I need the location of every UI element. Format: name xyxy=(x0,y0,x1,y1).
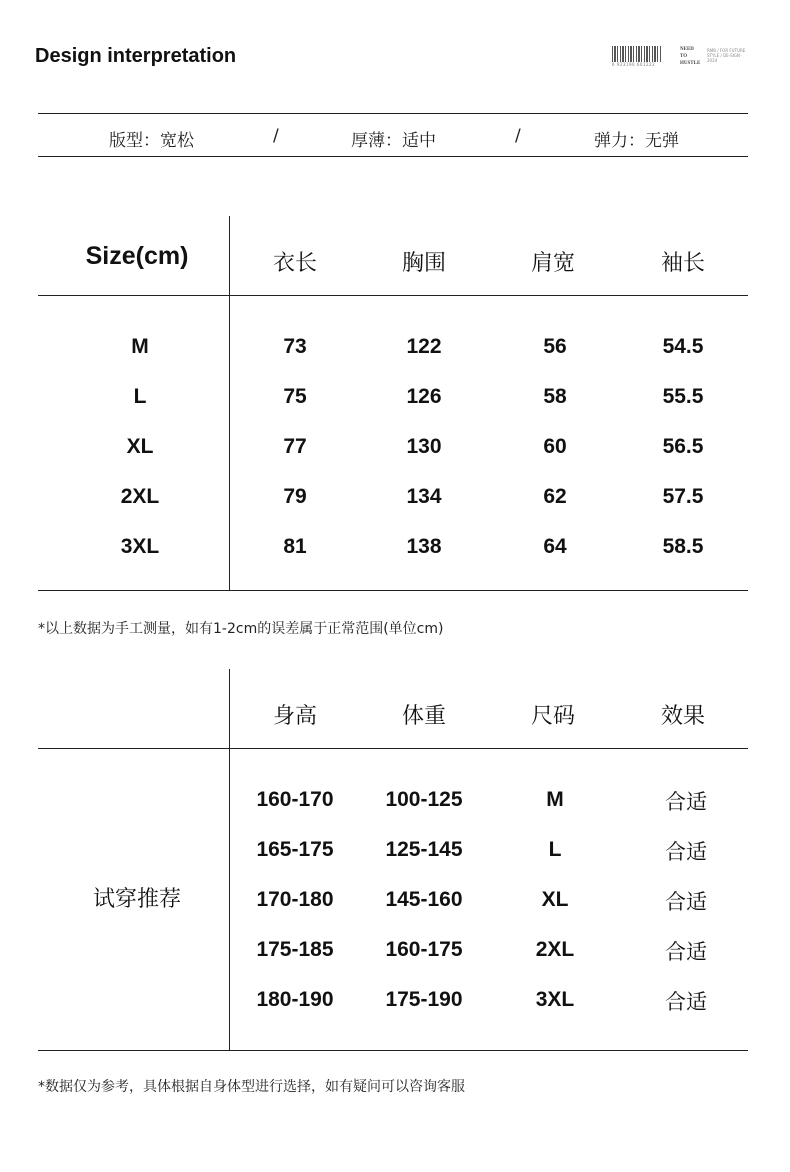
column-header: 效果 xyxy=(660,704,705,729)
table-cell: 55.5 xyxy=(662,385,704,408)
property-thickness: 厚薄：适中 xyxy=(351,131,436,151)
column-header: 胸围 xyxy=(401,251,446,276)
table-cell: 57.5 xyxy=(662,485,704,508)
table-cell: 73 xyxy=(283,335,307,358)
table-cell: 合适 xyxy=(665,840,707,864)
table-cell: 62 xyxy=(543,485,567,508)
table-cell: 125-145 xyxy=(385,838,463,861)
size-label: 3XL xyxy=(120,535,160,558)
fit-side-label: 试穿推荐 xyxy=(92,887,181,912)
table-cell: 175-185 xyxy=(256,938,334,961)
table-cell: 合适 xyxy=(665,990,707,1014)
table-cell: 100-125 xyxy=(385,788,463,811)
column-header: 肩宽 xyxy=(530,251,575,276)
table-cell: 58.5 xyxy=(662,535,704,558)
table-cell: 合适 xyxy=(665,790,707,814)
property-fit: 版型：宽松 xyxy=(109,131,194,151)
column-header: 尺码 xyxy=(530,704,575,729)
table-cell: 126 xyxy=(406,385,442,408)
table-cell: 60 xyxy=(543,435,567,458)
table-cell: 75 xyxy=(283,385,307,408)
table-cell: 175-190 xyxy=(385,988,463,1011)
table-cell: 3XL xyxy=(535,988,575,1011)
table-cell: XL xyxy=(541,888,569,911)
size-label: XL xyxy=(126,435,154,458)
column-header: 袖长 xyxy=(660,251,705,276)
property-elasticity: 弹力：无弹 xyxy=(594,131,679,151)
table-cell: 138 xyxy=(406,535,442,558)
table-cell: 160-175 xyxy=(385,938,463,961)
table-cell: 54.5 xyxy=(662,335,704,358)
table-cell: 2XL xyxy=(535,938,575,961)
measurement-note: *以上数据为手工测量，如有1-2cm的误差属于正常范围(单位cm) xyxy=(38,621,444,637)
table-cell: 145-160 xyxy=(385,888,463,911)
logo-subtext: RMB / FOR FUTURE STYLE / DE-SIGN · 2024 xyxy=(707,48,746,63)
table-header-divider xyxy=(38,748,748,749)
table-cell: 79 xyxy=(283,485,307,508)
table-cell: 合适 xyxy=(665,890,707,914)
table-cell: 160-170 xyxy=(256,788,334,811)
table-cell: 165-175 xyxy=(256,838,334,861)
table-cell: 合适 xyxy=(665,940,707,964)
table-cell: 77 xyxy=(283,435,307,458)
page-title: Design interpretation xyxy=(35,45,237,67)
table-column-divider xyxy=(229,669,230,1050)
table-bottom-border xyxy=(38,1050,748,1051)
table-cell: 56.5 xyxy=(662,435,704,458)
reference-note: *数据仅为参考，具体根据自身体型进行选择，如有疑问可以咨询客服 xyxy=(38,1079,465,1095)
divider xyxy=(38,113,748,114)
divider xyxy=(38,156,748,157)
size-label: M xyxy=(131,335,149,358)
table-cell: 170-180 xyxy=(256,888,334,911)
barcode-number: 6 923190 601222 xyxy=(612,62,656,67)
brand-logo xyxy=(612,44,752,70)
barcode-icon xyxy=(612,46,662,62)
table-cell: 180-190 xyxy=(256,988,334,1011)
table-cell: 56 xyxy=(543,335,567,358)
table-cell: 64 xyxy=(543,535,567,558)
table-cell: L xyxy=(548,838,562,861)
column-header: 身高 xyxy=(272,704,317,729)
table-cell: 58 xyxy=(543,385,567,408)
logo-text: NEED TO HUSTLE xyxy=(680,47,701,66)
table-cell: 134 xyxy=(406,485,442,508)
size-label: 2XL xyxy=(120,485,160,508)
table-column-divider xyxy=(229,216,230,590)
table-header-divider xyxy=(38,295,748,296)
separator: / xyxy=(273,126,279,146)
table-bottom-border xyxy=(38,590,748,591)
table-cell: M xyxy=(546,788,564,811)
table-cell: 130 xyxy=(406,435,442,458)
separator: / xyxy=(515,126,521,146)
size-label: L xyxy=(133,385,147,408)
table-cell: 81 xyxy=(283,535,307,558)
size-table-corner: Size(cm) xyxy=(85,242,189,270)
table-cell: 122 xyxy=(406,335,442,358)
column-header: 衣长 xyxy=(272,251,317,276)
column-header: 体重 xyxy=(401,704,446,729)
